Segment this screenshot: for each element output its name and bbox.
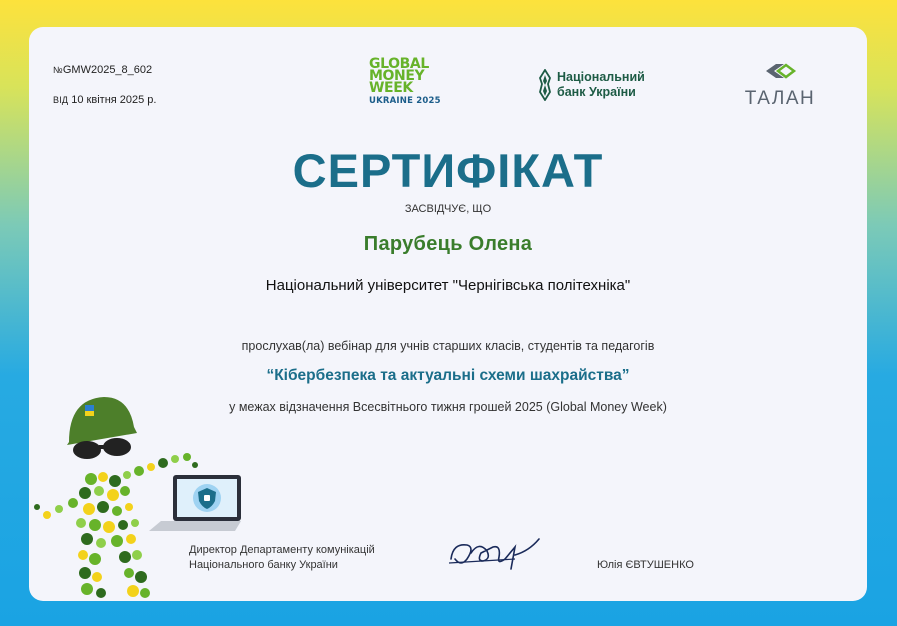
webinar-topic: “Кібербезпека та актуальні схеми шахрайства” — [266, 367, 630, 384]
nbu-logo — [538, 68, 645, 102]
certifies-label: ЗАСВІДЧУЄ, ЩО — [404, 203, 492, 215]
nbu-logo-line2: банк України — [557, 85, 636, 99]
number-label: № — [53, 65, 63, 75]
recipient-organization: Національний університет "Чернігівська політехніка" — [265, 277, 631, 294]
nbu-logo-icon — [538, 69, 552, 101]
certificate-meta — [53, 64, 156, 108]
signatory-name: Юлія ЄВТУШЕНКО — [597, 559, 694, 571]
certificate-date: 10 квітня 2025 р. — [71, 94, 157, 106]
webinar-description: прослухав(ла) вебінар для учнів старших класів, студентів та педагогів — [241, 339, 655, 353]
gmw-logo-line2: MONEY — [369, 68, 425, 84]
gmw-logo-line1: GLOBAL — [369, 56, 429, 72]
event-context: у межах відзначення Всесвітнього тижня грошей 2025 (Global Money Week) — [229, 400, 667, 414]
talan-logo-text: ТАЛАН — [744, 88, 816, 109]
nbu-logo-line1: Національний — [557, 70, 645, 84]
date-label: ВІД — [53, 95, 69, 105]
gmw-logo-line4: UKRAINE 2025 — [369, 96, 441, 106]
certificate-number: GMW2025_8_602 — [62, 64, 153, 76]
certificate-card — [29, 27, 867, 601]
gmw-logo — [369, 58, 453, 116]
talan-logo — [735, 61, 825, 110]
gmw-logo-line3: WEEK — [369, 80, 413, 96]
certificate-date-row — [53, 94, 156, 108]
certificate-number-row — [53, 64, 156, 78]
signatory-position-line2: Національного банку України — [189, 559, 338, 571]
laptop-shield-icon — [149, 475, 241, 531]
signature — [445, 529, 545, 579]
certificate-title: СЕРТИФІКАТ — [292, 144, 604, 197]
recipient-name: Парубець Олена — [363, 233, 533, 255]
signatory-position-line1: Директор Департаменту комунікацій — [189, 544, 375, 556]
talan-logo-icon — [762, 61, 798, 81]
signatory-position — [189, 543, 375, 573]
